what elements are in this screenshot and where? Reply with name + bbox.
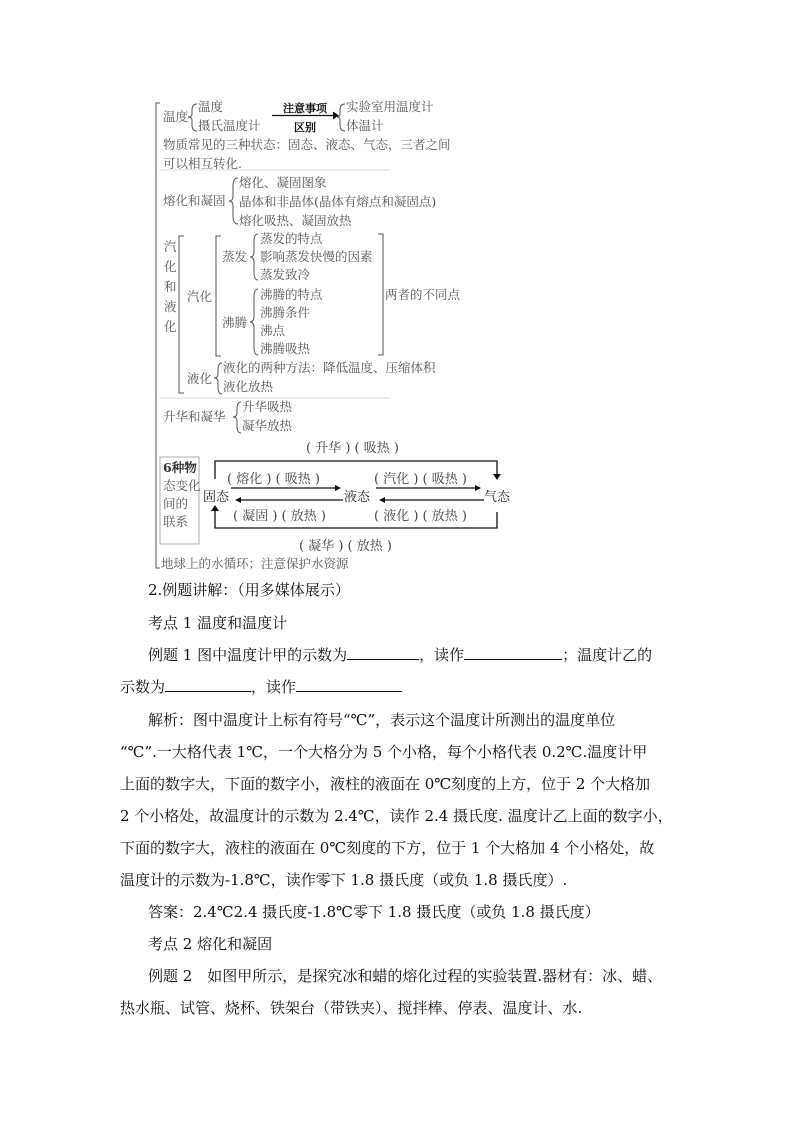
vaporization-side-char: 化 xyxy=(164,319,177,334)
example-1-line-2 xyxy=(120,677,402,697)
main-bracket xyxy=(156,103,160,568)
brace-melting xyxy=(229,178,238,224)
changes-label: 联系 xyxy=(163,514,189,529)
brace-temp xyxy=(188,104,197,131)
brace-boiling xyxy=(250,289,258,355)
boiling-item: 沸腾吸热 xyxy=(260,341,311,356)
melt-arrow-label: ( 熔化 ) ( 吸热 ) xyxy=(227,472,320,487)
temp-arrow-bottom: 区别 xyxy=(294,121,316,134)
example-1-text: ，读作 xyxy=(419,646,465,664)
melting-item: 熔化、凝固图象 xyxy=(239,175,327,190)
temp-item: 温度 xyxy=(198,99,224,114)
states-line: 可以相互转化. xyxy=(163,156,242,171)
liquefaction-item: 液化的两种方法：降低温度、压缩体积 xyxy=(223,360,436,375)
vaporization-side-char: 和 xyxy=(164,279,177,294)
state-liquid: 液态 xyxy=(344,490,371,505)
difference-label: 两者的不同点 xyxy=(385,287,461,302)
analysis-line: “℃”.一大格代表 1℃，一个大格分为 5 个小格，每个小格代表 0.2℃.温度计甲 xyxy=(120,743,648,761)
sublimation-arrow-label: ( 升华 ) ( 吸热 ) xyxy=(306,441,399,456)
bracket-difference xyxy=(378,234,383,355)
state-solid: 固态 xyxy=(203,490,230,505)
example-1-text: ，读作 xyxy=(251,678,297,696)
analysis-line: 2 个小格处，故温度计的示数为 2.4℃，读作 2.4 摄氏度. 温度计乙上面的数字小， xyxy=(120,807,673,825)
temp-item: 摄氏温度计 xyxy=(198,118,261,133)
vaporization-side-char: 汽 xyxy=(164,239,177,254)
answer-line: 答案：2.4℃2.4 摄氏度-1.8℃零下 1.8 摄氏度（或负 1.8 摄氏度） xyxy=(148,903,600,921)
changes-label: 态变化 xyxy=(163,478,201,493)
state-gas: 气态 xyxy=(484,490,511,505)
brace-evaporation xyxy=(250,234,258,280)
brace-outcomes xyxy=(337,104,345,131)
sublimation-item: 升华吸热 xyxy=(242,399,293,414)
evaporation-item: 影响蒸发快慢的因素 xyxy=(260,249,373,264)
sublimation-item: 凝华放热 xyxy=(242,418,293,433)
examples-heading: 2.例题讲解：（用多媒体展示） xyxy=(148,581,350,599)
states-line: 物质常见的三种状态：固态、液态、气态，三者之间 xyxy=(163,137,451,152)
example-2-line: 例题 2 如图甲所示，是探究冰和蜡的熔化过程的实验装置.器材有：冰、蜡、 xyxy=(148,967,663,985)
freeze-arrow-label: ( 凝固 ) ( 放热 ) xyxy=(233,509,326,524)
analysis-line: 温度计的示数为-1.8℃，读作零下 1.8 摄氏度（或负 1.8 摄氏度）. xyxy=(120,871,568,889)
qihua-label: 汽化 xyxy=(187,289,213,304)
analysis-line: 解析：图中温度计上标有符号“℃”，表示这个温度计所测出的温度单位 xyxy=(148,711,616,729)
boiling-label: 沸腾 xyxy=(222,315,248,330)
brace-sublimation xyxy=(233,402,241,433)
water-cycle-line: 地球上的水循环；注意保护水资源 xyxy=(161,556,349,571)
answer-blank[interactable] xyxy=(296,677,402,692)
temp-label: 温度 xyxy=(163,109,189,124)
vapor-arrow-label: ( 汽化 ) ( 吸热 ) xyxy=(374,472,467,487)
boiling-item: 沸腾的特点 xyxy=(260,287,323,302)
boiling-item: 沸点 xyxy=(260,323,286,338)
vaporization-side-char: 化 xyxy=(164,259,177,274)
example-1-text: 例题 1 图中温度计甲的示数为 xyxy=(148,646,348,664)
changes-label: 6种物 xyxy=(163,460,197,475)
bracket-vaporization xyxy=(179,236,184,393)
desublimation-arrow-label: ( 凝华 ) ( 放热 ) xyxy=(299,539,392,554)
example-1-text: ；温度计乙的 xyxy=(562,646,653,664)
sublimation-label: 升华和凝华 xyxy=(163,409,226,424)
liquefy-arrow-label: ( 液化 ) ( 放热 ) xyxy=(374,509,467,524)
point-1-heading: 考点 1 温度和温度计 xyxy=(148,614,288,632)
liquefaction-label: 液化 xyxy=(187,371,213,386)
analysis-line: 下面的数字大，液柱的液面在 0℃刻度的下方，位于 1 个大格加 4 个小格处，故 xyxy=(120,839,655,857)
melting-item: 晶体和非晶体(晶体有熔点和凝固点) xyxy=(239,194,437,209)
temp-outcome: 体温计 xyxy=(346,118,384,133)
evaporation-item: 蒸发的特点 xyxy=(260,231,323,246)
boiling-item: 沸腾条件 xyxy=(260,305,311,320)
liquefaction-item: 液化放热 xyxy=(223,379,274,394)
evaporation-label: 蒸发 xyxy=(222,249,248,264)
melting-label: 熔化和凝固 xyxy=(163,193,226,208)
analysis-line: 上面的数字大，下面的数字小，液柱的液面在 0℃刻度的上方，位于 2 个大格加 xyxy=(120,775,651,793)
point-2-heading: 考点 2 熔化和凝固 xyxy=(148,935,273,953)
evaporation-item: 蒸发致冷 xyxy=(260,267,311,282)
changes-label: 间的 xyxy=(163,496,189,511)
brace-liquefaction xyxy=(214,363,222,394)
bracket-qihua xyxy=(216,236,221,356)
answer-blank[interactable] xyxy=(165,677,251,692)
answer-blank[interactable] xyxy=(347,645,419,660)
example-1-line-1 xyxy=(148,645,652,665)
temp-arrow-top: 注意事项 xyxy=(283,102,327,115)
temp-outcome: 实验室用温度计 xyxy=(346,99,434,114)
example-2-line: 热水瓶、试管、烧杯、铁架台（带铁夹）、搅拌棒、停表、温度计、水. xyxy=(120,999,583,1017)
example-1-text: 示数为 xyxy=(120,678,166,696)
answer-blank[interactable] xyxy=(464,645,562,660)
melting-item: 熔化吸热、凝固放热 xyxy=(239,213,352,228)
vaporization-side-char: 液 xyxy=(164,299,177,314)
